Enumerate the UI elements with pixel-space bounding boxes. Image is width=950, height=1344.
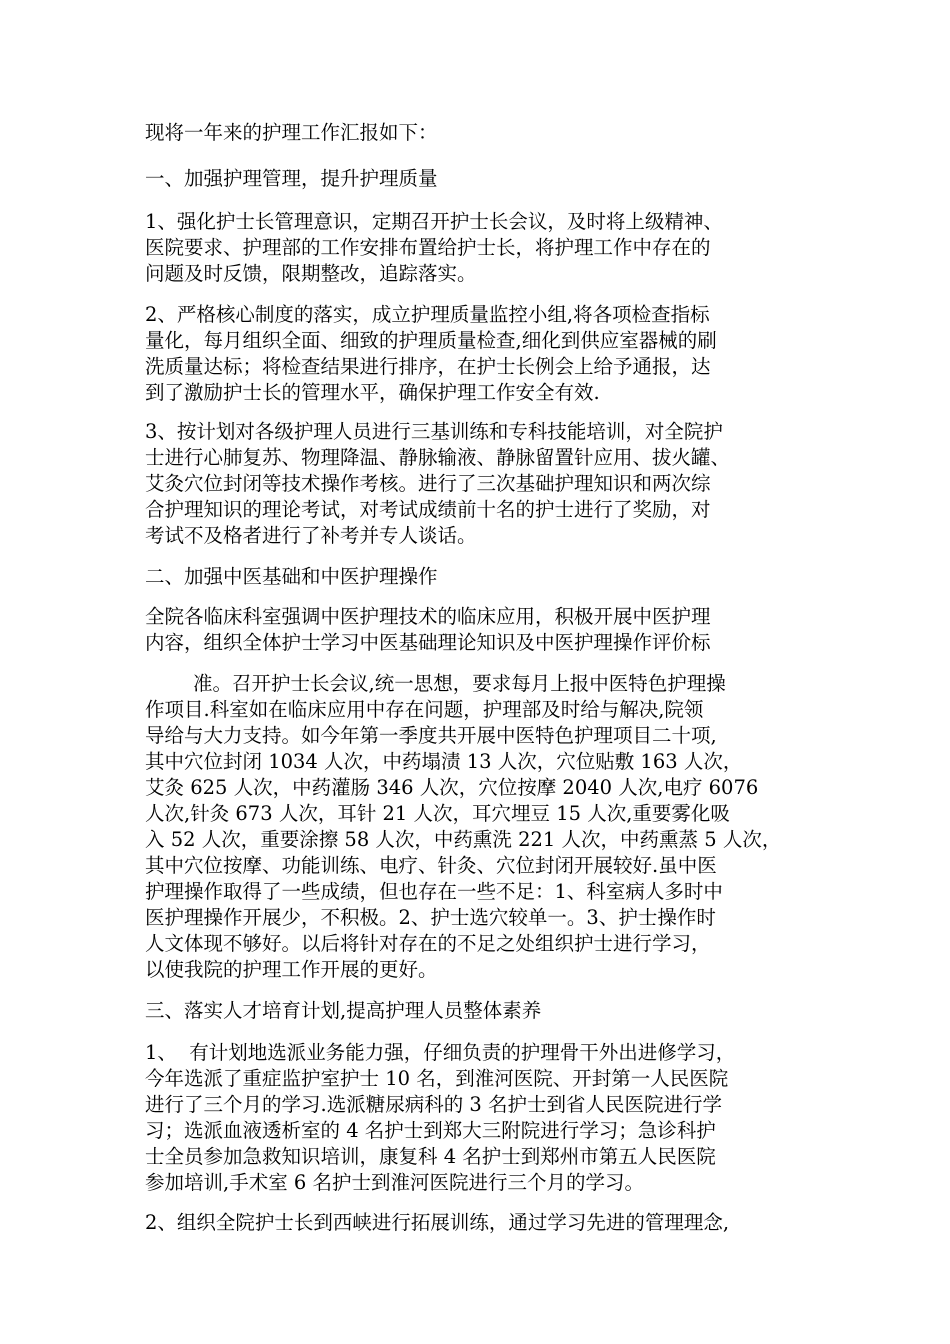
paragraph-line: 准。召开护士长会议,统一思想，要求每月上报中医特色护理操 <box>193 672 726 695</box>
paragraph-line: 问题及时反馈，限期整改，追踪落实。 <box>145 262 477 285</box>
paragraph-line: 1、 有计划地选派业务能力强，仔细负责的护理骨干外出进修学习， <box>145 1041 736 1064</box>
paragraph-line: 2、严格核心制度的落实，成立护理质量监控小组,将各项检查指标 <box>145 303 710 326</box>
paragraph-line: 医院要求、护理部的工作安排布置给护士长，将护理工作中存在的 <box>145 236 711 259</box>
paragraph-line: 导给与大力支持。如今年第一季度共开展中医特色护理项目二十项, <box>145 724 717 747</box>
paragraph-line: 考试不及格者进行了补考并专人谈话。 <box>145 524 477 547</box>
paragraph-line: 入 52 人次，重要涂擦 58 人次，中药熏洗 221 人次，中药熏蒸 5 人次， <box>145 828 782 851</box>
paragraph-line: 习；选派血液透析室的 4 名护士到郑大三附院进行学习；急诊科护 <box>145 1119 716 1142</box>
paragraph-line: 内容，组织全体护士学习中医基础理论知识及中医护理操作评价标 <box>145 631 711 654</box>
paragraph-line: 人文体现不够好。以后将针对存在的不足之处组织护士进行学习， <box>145 932 711 955</box>
intro-line: 现将一年来的护理工作汇报如下： <box>145 121 438 144</box>
paragraph-line: 洗质量达标；将检查结果进行排序，在护士长例会上给予通报，达 <box>145 355 711 378</box>
paragraph-line: 到了激励护士长的管理水平，确保护理工作安全有效. <box>145 381 600 404</box>
paragraph-line: 3、按计划对各级护理人员进行三基训练和专科技能培训，对全院护 <box>145 420 723 443</box>
paragraph-line: 1、强化护士长管理意识，定期召开护士长会议，及时将上级精神、 <box>145 210 723 233</box>
paragraph-line: 合护理知识的理论考试，对考试成绩前十名的护士进行了奖励，对 <box>145 498 711 521</box>
paragraph-line: 进行了三个月的学习.选派糖尿病科的 3 名护士到省人民医院进行学 <box>145 1093 723 1116</box>
paragraph-line: 全院各临床科室强调中医护理技术的临床应用，积极开展中医护理 <box>145 605 711 628</box>
paragraph-line: 士进行心肺复苏、物理降温、静脉输液、静脉留置针应用、拔火罐、 <box>145 446 731 469</box>
paragraph-line: 以使我院的护理工作开展的更好。 <box>145 958 438 981</box>
paragraph-line: 护理操作取得了一些成绩，但也存在一些不足：1、科室病人多时中 <box>145 880 723 903</box>
paragraph-line: 医护理操作开展少，不积极。2、护士选穴较单一。3、护士操作时 <box>145 906 716 929</box>
paragraph-line: 人次,针灸 673 人次，耳针 21 人次，耳穴埋豆 15 人次,重要雾化吸 <box>145 802 730 825</box>
paragraph-line: 今年选派了重症监护室护士 10 名，到淮河医院、开封第一人民医院 <box>145 1067 729 1090</box>
paragraph-line: 作项目.科室如在临床应用中存在问题，护理部及时给与解决,院领 <box>145 698 704 721</box>
paragraph-line: 艾灸 625 人次，中药灌肠 346 人次，穴位按摩 2040 人次,电疗 6076 <box>145 776 759 799</box>
paragraph-line: 参加培训,手术室 6 名护士到淮河医院进行三个月的学习。 <box>145 1171 645 1194</box>
section-heading-3: 三、落实人才培育计划,提高护理人员整体素养 <box>145 999 542 1022</box>
paragraph-line: 量化，每月组织全面、细致的护理质量检查,细化到供应室器械的刷 <box>145 329 717 352</box>
paragraph-line: 艾灸穴位封闭等技术操作考核。进行了三次基础护理知识和两次综 <box>145 472 711 495</box>
section-heading-1: 一、加强护理管理，提升护理质量 <box>145 167 438 190</box>
section-heading-2: 二、加强中医基础和中医护理操作 <box>145 565 438 588</box>
paragraph-line: 其中穴位封闭 1034 人次，中药塌渍 13 人次，穴位贴敷 163 人次， <box>145 750 743 773</box>
paragraph-line: 2、组织全院护士长到西峡进行拓展训练，通过学习先进的管理理念, <box>145 1211 730 1234</box>
paragraph-line: 其中穴位按摩、功能训练、电疗、针灸、穴位封闭开展较好.虽中医 <box>145 854 717 877</box>
paragraph-line: 士全员参加急救知识培训，康复科 4 名护士到郑州市第五人民医院 <box>145 1145 716 1168</box>
